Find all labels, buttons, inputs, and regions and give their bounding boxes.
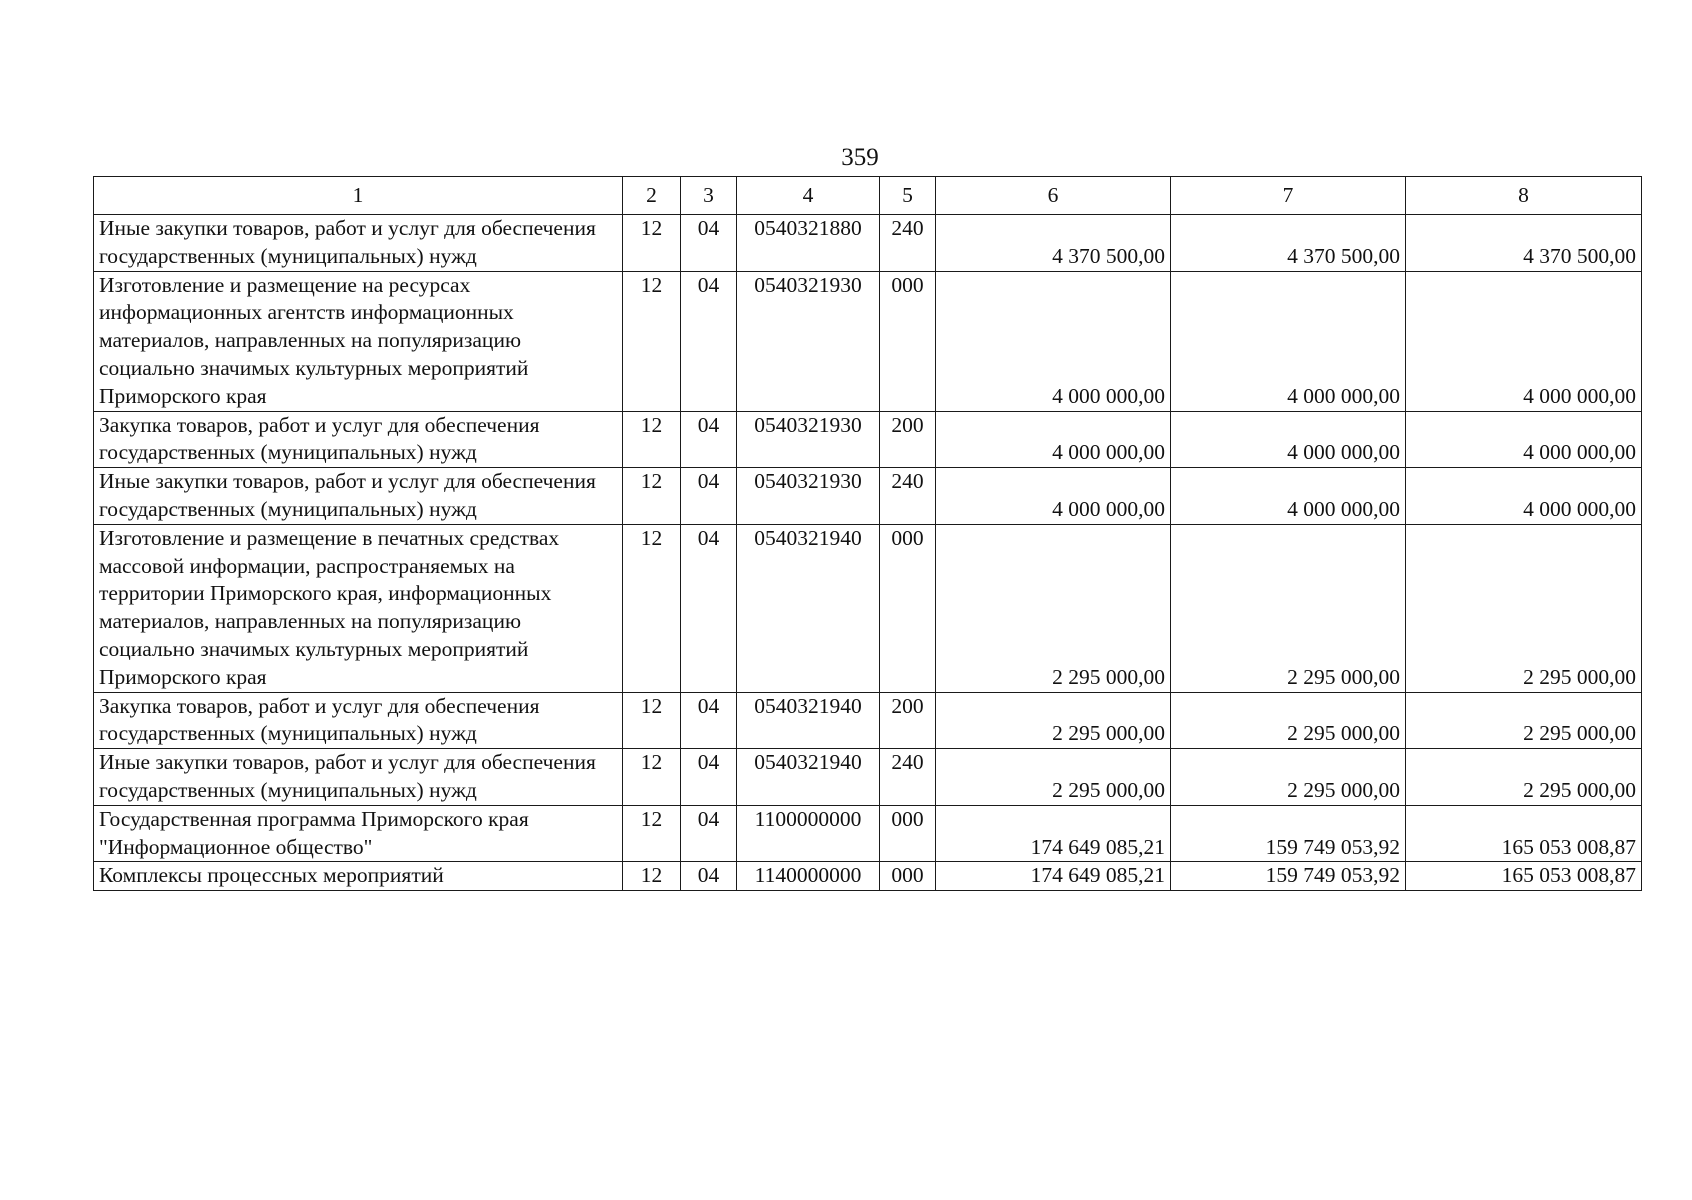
row-name-cell: Иные закупки товаров, работ и услуг для обеспечения государственных (муниципальных) нужд: [94, 215, 623, 272]
amount-col8-cell: 4 370 500,00: [1406, 215, 1642, 272]
section-code-cell: 12: [623, 862, 681, 891]
row-name-cell: Государственная программа Приморского края "Информационное общество": [94, 805, 623, 862]
section-code-cell: 12: [623, 749, 681, 806]
expense-type-cell: 240: [880, 749, 936, 806]
section-code-cell: 12: [623, 805, 681, 862]
amount-col7-cell: 2 295 000,00: [1171, 692, 1406, 749]
expense-type-cell: 000: [880, 862, 936, 891]
row-name-cell: Закупка товаров, работ и услуг для обеспечения государственных (муниципальных) нужд: [94, 411, 623, 468]
subsection-code-cell: 04: [681, 271, 737, 411]
amount-col6-cell: 4 370 500,00: [936, 215, 1171, 272]
amount-col7-cell: 4 370 500,00: [1171, 215, 1406, 272]
row-name-cell: Комплексы процессных мероприятий: [94, 862, 623, 891]
target-article-cell: 0540321930: [737, 411, 880, 468]
amount-col7-cell: 4 000 000,00: [1171, 271, 1406, 411]
expense-type-cell: 000: [880, 271, 936, 411]
amount-col6-cell: 4 000 000,00: [936, 468, 1171, 525]
amount-col7-cell: 159 749 053,92: [1171, 862, 1406, 891]
amount-col8-cell: 4 000 000,00: [1406, 411, 1642, 468]
target-article-cell: 1140000000: [737, 862, 880, 891]
expense-type-cell: 240: [880, 215, 936, 272]
subsection-code-cell: 04: [681, 468, 737, 525]
column-number-row: [94, 177, 1642, 215]
expense-type-cell: 000: [880, 524, 936, 692]
amount-col7-cell: 4 000 000,00: [1171, 468, 1406, 525]
target-article-cell: 0540321940: [737, 692, 880, 749]
table-row: [94, 215, 1642, 272]
table-row: [94, 524, 1642, 692]
table-row: [94, 271, 1642, 411]
column-header-6: 6: [936, 177, 1171, 215]
row-name-cell: Иные закупки товаров, работ и услуг для обеспечения государственных (муниципальных) нужд: [94, 749, 623, 806]
subsection-code-cell: 04: [681, 805, 737, 862]
expense-type-cell: 240: [880, 468, 936, 525]
table-row: [94, 411, 1642, 468]
table-row: [94, 749, 1642, 806]
subsection-code-cell: 04: [681, 411, 737, 468]
section-code-cell: 12: [623, 468, 681, 525]
column-header-1: 1: [94, 177, 623, 215]
amount-col6-cell: 2 295 000,00: [936, 692, 1171, 749]
amount-col7-cell: 2 295 000,00: [1171, 524, 1406, 692]
table-row: [94, 468, 1642, 525]
row-name-cell: Закупка товаров, работ и услуг для обеспечения государственных (муниципальных) нужд: [94, 692, 623, 749]
amount-col8-cell: 165 053 008,87: [1406, 805, 1642, 862]
section-code-cell: 12: [623, 692, 681, 749]
section-code-cell: 12: [623, 271, 681, 411]
target-article-cell: 0540321930: [737, 468, 880, 525]
column-header-5: 5: [880, 177, 936, 215]
page-number: 359: [841, 144, 879, 171]
target-article-cell: 0540321930: [737, 271, 880, 411]
section-code-cell: 12: [623, 215, 681, 272]
column-header-8: 8: [1406, 177, 1642, 215]
amount-col6-cell: 2 295 000,00: [936, 749, 1171, 806]
amount-col8-cell: 2 295 000,00: [1406, 692, 1642, 749]
subsection-code-cell: 04: [681, 692, 737, 749]
table-row: [94, 692, 1642, 749]
expense-type-cell: 200: [880, 692, 936, 749]
amount-col6-cell: 2 295 000,00: [936, 524, 1171, 692]
amount-col7-cell: 2 295 000,00: [1171, 749, 1406, 806]
section-code-cell: 12: [623, 411, 681, 468]
target-article-cell: 0540321940: [737, 524, 880, 692]
amount-col7-cell: 159 749 053,92: [1171, 805, 1406, 862]
target-article-cell: 0540321880: [737, 215, 880, 272]
amount-col6-cell: 174 649 085,21: [936, 805, 1171, 862]
column-header-3: 3: [681, 177, 737, 215]
table-row: [94, 862, 1642, 891]
amount-col8-cell: 4 000 000,00: [1406, 271, 1642, 411]
column-header-7: 7: [1171, 177, 1406, 215]
subsection-code-cell: 04: [681, 215, 737, 272]
subsection-code-cell: 04: [681, 749, 737, 806]
amount-col8-cell: 165 053 008,87: [1406, 862, 1642, 891]
subsection-code-cell: 04: [681, 524, 737, 692]
target-article-cell: 0540321940: [737, 749, 880, 806]
table-row: [94, 805, 1642, 862]
column-header-2: 2: [623, 177, 681, 215]
amount-col6-cell: 4 000 000,00: [936, 271, 1171, 411]
amount-col8-cell: 2 295 000,00: [1406, 749, 1642, 806]
column-header-4: 4: [737, 177, 880, 215]
row-name-cell: Изготовление и размещение в печатных средствах массовой информации, распространяемых на территории Приморского края, информационных материалов, направленных на популяризацию социально значимых культурных мероприятий Приморского края: [94, 524, 623, 692]
amount-col6-cell: 174 649 085,21: [936, 862, 1171, 891]
amount-col8-cell: 4 000 000,00: [1406, 468, 1642, 525]
amount-col7-cell: 4 000 000,00: [1171, 411, 1406, 468]
target-article-cell: 1100000000: [737, 805, 880, 862]
budget-table: [93, 176, 1642, 891]
section-code-cell: 12: [623, 524, 681, 692]
table-body: [94, 177, 1642, 891]
amount-col8-cell: 2 295 000,00: [1406, 524, 1642, 692]
row-name-cell: Иные закупки товаров, работ и услуг для обеспечения государственных (муниципальных) нужд: [94, 468, 623, 525]
expense-type-cell: 200: [880, 411, 936, 468]
expense-type-cell: 000: [880, 805, 936, 862]
row-name-cell: Изготовление и размещение на ресурсах информационных агентств информационных материалов, направленных на популяризацию социально значимых культурных мероприятий Приморского края: [94, 271, 623, 411]
amount-col6-cell: 4 000 000,00: [936, 411, 1171, 468]
subsection-code-cell: 04: [681, 862, 737, 891]
